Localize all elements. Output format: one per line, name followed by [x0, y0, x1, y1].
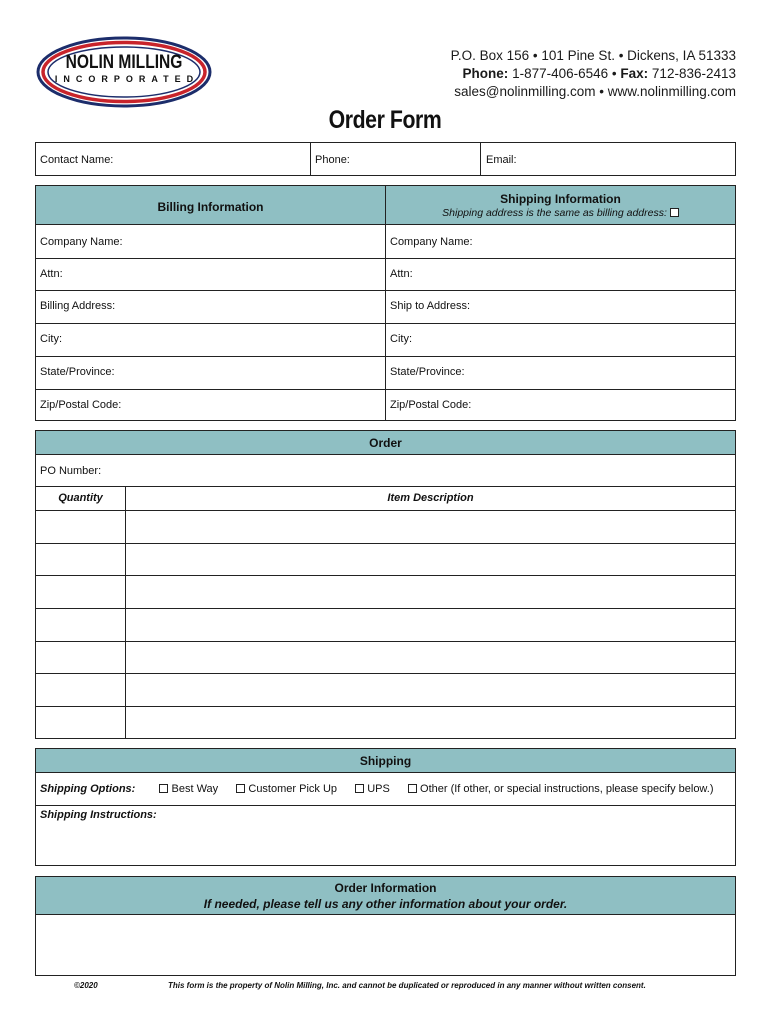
shipping-company-label: Company Name: — [390, 236, 473, 248]
billing-header: Billing Information — [157, 200, 264, 214]
table-row[interactable] — [36, 543, 735, 544]
billing-company-label: Company Name: — [40, 236, 123, 248]
other-label: Other (If other, or special instructions, please specify below.) — [420, 783, 714, 795]
billing-address-label: Billing Address: — [40, 300, 116, 312]
shipping-header: Shipping — [359, 754, 412, 768]
shipping-state-label: State/Province: — [390, 366, 465, 378]
shipping-options-row — [40, 783, 731, 795]
table-row[interactable] — [36, 641, 735, 642]
best-way-label: Best Way — [171, 783, 219, 795]
phone-label: Phone: — [462, 66, 509, 81]
table-row[interactable] — [36, 608, 735, 609]
contact-row — [35, 142, 736, 176]
item-description-header: Item Description — [387, 492, 474, 504]
page-title: Order Form — [328, 106, 442, 134]
address-section — [35, 185, 736, 421]
contact-phone-label: Phone: — [315, 154, 350, 166]
contact-email-label: Email: — [486, 154, 517, 166]
shipping-address-label: Ship to Address: — [390, 300, 471, 312]
shipping-section — [35, 748, 736, 866]
customer-pickup-label: Customer Pick Up — [248, 783, 338, 795]
footer-copyright: ©2020 — [74, 981, 98, 990]
customer-pickup-checkbox[interactable] — [236, 784, 245, 793]
shipping-options-label: Shipping Options: — [40, 783, 136, 795]
same-as-billing-label: Shipping address is the same as billing address: — [442, 207, 667, 219]
same-as-billing-checkbox[interactable] — [670, 208, 679, 217]
company-address: P.O. Box 156 • 101 Pine St. • Dickens, IA 51333 — [450, 48, 736, 63]
order-information-section — [35, 876, 736, 976]
shipping-zip-label: Zip/Postal Code: — [390, 399, 472, 411]
shipping-instructions-label: Shipping Instructions: — [40, 809, 157, 821]
company-phone-fax: Phone: 1-877-406-6546 • Fax: 712-836-2413 — [462, 66, 736, 81]
other-checkbox[interactable] — [408, 784, 417, 793]
po-number-label: PO Number: — [40, 465, 102, 477]
order-header: Order — [369, 436, 402, 450]
order-section — [35, 430, 736, 739]
order-information-subheader: If needed, please tell us any other information about your order. — [203, 897, 568, 911]
logo-name: NOLIN MILLING — [65, 52, 183, 73]
company-contact-block — [451, 47, 736, 101]
company-phone: 1-877-406-6546 — [512, 66, 609, 81]
logo-subtitle: INCORPORATED — [54, 74, 200, 84]
order-information-header: Order Information — [334, 881, 437, 895]
quantity-header: Quantity — [58, 492, 103, 504]
billing-city-label: City: — [40, 333, 62, 345]
company-web: sales@nolinmilling.com • www.nolinmilling.com — [454, 84, 736, 99]
table-row[interactable] — [36, 673, 735, 674]
best-way-checkbox[interactable] — [159, 784, 168, 793]
billing-zip-label: Zip/Postal Code: — [40, 399, 122, 411]
shipping-attn-label: Attn: — [390, 268, 413, 280]
fax-label: Fax: — [620, 66, 649, 81]
company-fax: 712-836-2413 — [651, 66, 736, 81]
shipping-info-header: Shipping Information — [500, 192, 621, 206]
shipping-city-label: City: — [390, 333, 412, 345]
same-as-billing-row[interactable] — [386, 207, 735, 219]
billing-attn-label: Attn: — [40, 268, 63, 280]
ups-checkbox[interactable] — [355, 784, 364, 793]
billing-state-label: State/Province: — [40, 366, 115, 378]
table-row[interactable] — [36, 706, 735, 707]
company-logo — [36, 36, 212, 108]
table-row[interactable] — [36, 575, 735, 576]
ups-label: UPS — [367, 783, 390, 795]
contact-name-label: Contact Name: — [40, 154, 114, 166]
footer-notice: This form is the property of Nolin Milling, Inc. and cannot be duplicated or reproduced in any manner without written consent. — [168, 981, 646, 990]
